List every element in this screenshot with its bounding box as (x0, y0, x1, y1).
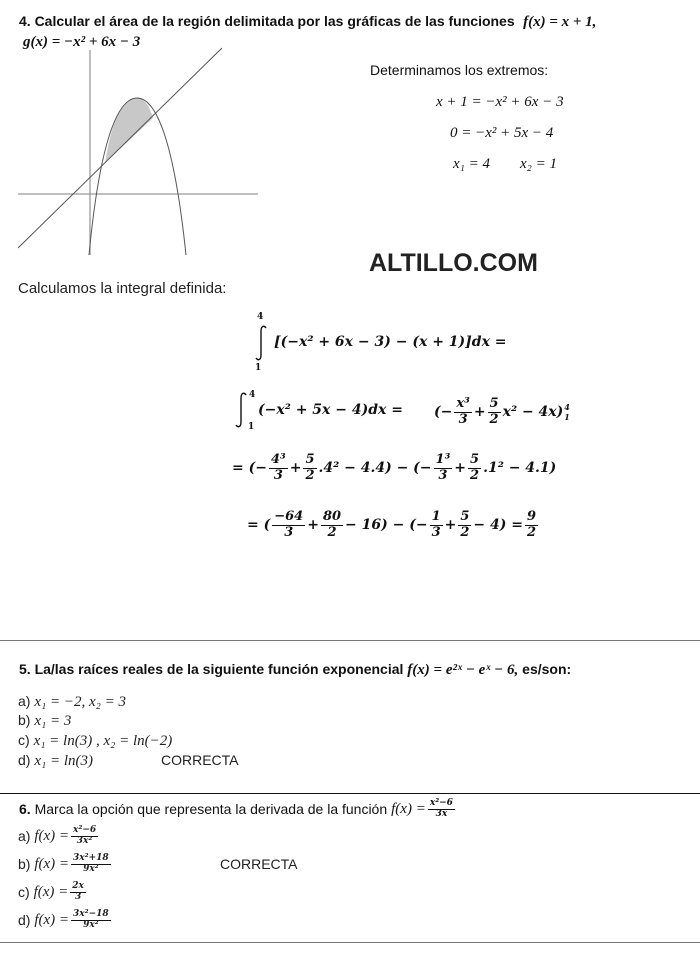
q4-title: 4. Calcular el área de la región delimitada por las gráficas de las funciones (19, 13, 515, 29)
den: 3 (74, 891, 82, 902)
q6-option-a[interactable] (18, 822, 100, 850)
option-lhs: f(x) = (33, 883, 69, 900)
equation-1: x + 1 = −x² + 6x − 3 (436, 94, 564, 110)
fraction (430, 510, 443, 540)
integral-sign-icon (254, 325, 268, 361)
fraction (488, 397, 501, 427)
q6-option-b[interactable] (18, 850, 113, 878)
fraction (468, 453, 481, 483)
num: x²−6 (429, 797, 453, 808)
den: 3x (435, 808, 448, 819)
num: 4³ (270, 452, 286, 468)
q5-option-c[interactable] (18, 732, 172, 750)
upper-limit: 4 (257, 312, 264, 322)
eval-limits (564, 402, 570, 422)
num: 5 (305, 452, 315, 468)
text: + (307, 517, 319, 533)
num: x³ (456, 396, 470, 412)
q4-f-function: f(x) = x + 1, (523, 14, 597, 30)
line-f (18, 48, 222, 248)
den: 2 (305, 467, 315, 483)
upper-limit: 4 (249, 390, 256, 400)
q6-option-d[interactable] (18, 906, 113, 934)
num: 3x²+18 (73, 852, 109, 863)
num: 80 (322, 509, 342, 525)
divider (0, 640, 700, 641)
den: 3x² (76, 835, 93, 846)
option-expr: x₁ = ln(3) (34, 753, 93, 769)
integral-sign-icon (234, 392, 248, 428)
option-expr: x₁ = 3 (34, 713, 72, 729)
option-lhs: f(x) = (34, 855, 70, 872)
den: 2 (527, 524, 537, 540)
root-x1: x₁ = 4 (453, 156, 490, 172)
num: 5 (489, 396, 499, 412)
option-label: b) (18, 856, 31, 872)
text: (− (434, 404, 453, 420)
num: 1 (431, 509, 441, 525)
den: 3 (431, 524, 441, 540)
fraction (454, 397, 471, 427)
extremos-label: Determinamos los extremos: (370, 62, 549, 78)
fraction (428, 799, 455, 820)
fraction (272, 510, 305, 540)
num: 1³ (435, 452, 451, 468)
text: = ( (247, 517, 271, 533)
integral-line-1 (252, 312, 552, 374)
fraction (71, 910, 111, 931)
q6-title (19, 796, 457, 822)
q5-title (19, 661, 571, 679)
den: 2 (460, 524, 470, 540)
region-graph (0, 0, 270, 260)
q5-title-text: 5. La/las raíces reales de la siguiente función exponencial (19, 661, 404, 677)
fraction (70, 882, 86, 903)
text: + (289, 460, 302, 476)
q6-correct-label: CORRECTA (220, 856, 298, 872)
option-label: d) (18, 912, 31, 928)
q5-correct-label: CORRECTA (161, 752, 239, 768)
integral-line-4 (247, 502, 540, 548)
den: 2 (327, 524, 337, 540)
text: .4² − 4.4) − (− (318, 460, 432, 476)
q6-title-text: Marca la opción que representa la derivada de la función (30, 801, 388, 817)
den: 2 (470, 467, 480, 483)
den: 9x² (83, 919, 99, 930)
fraction (303, 453, 316, 483)
result-fraction (525, 510, 538, 540)
option-label: a) (18, 828, 31, 844)
option-lhs: f(x) = (34, 911, 70, 928)
text: − 4) = (473, 517, 523, 533)
option-expr: x₁ = −2, x₂ = 3 (34, 694, 126, 710)
den: 2 (489, 411, 499, 427)
text: .1² − 4.1) (483, 460, 557, 476)
lower: 1 (564, 412, 570, 422)
fraction (434, 453, 453, 483)
q6-function: f(x) = (391, 800, 426, 817)
q6-option-c[interactable] (18, 878, 88, 906)
option-lhs: f(x) = (34, 827, 70, 844)
lower-limit: 1 (248, 422, 255, 432)
num: 2x (72, 880, 84, 891)
text: + (454, 460, 467, 476)
num: 3x²−18 (73, 908, 109, 919)
den: 3 (438, 467, 448, 483)
upper: 4 (564, 402, 570, 412)
antiderivative (434, 390, 570, 434)
fraction (71, 826, 98, 847)
q6-number: 6. (19, 801, 31, 817)
den: 3 (458, 411, 468, 427)
root-x2: x₂ = 1 (520, 156, 557, 172)
text: − 16) − (− (345, 517, 428, 533)
fraction (458, 510, 471, 540)
integral-line-2 (234, 388, 594, 440)
divider (0, 793, 700, 794)
text: x² − 4x) (502, 404, 564, 420)
integral-label: Calculamos la integral definida: (18, 280, 227, 297)
num: 5 (470, 452, 480, 468)
q5-option-a[interactable] (18, 693, 126, 711)
num: 5 (460, 509, 470, 525)
q5-option-b[interactable] (18, 712, 71, 730)
option-label: d) (18, 752, 31, 768)
option-label: a) (18, 693, 31, 709)
shaded-region (105, 98, 153, 163)
den: 3 (273, 467, 283, 483)
option-label: c) (18, 732, 30, 748)
fraction (71, 854, 111, 875)
num: −64 (274, 509, 304, 525)
option-label: c) (18, 884, 30, 900)
equation-2: 0 = −x² + 5x − 4 (450, 125, 554, 141)
option-expr: x₁ = ln(3) , x₂ = ln(−2) (33, 733, 173, 749)
lower-limit: 1 (255, 363, 262, 373)
integral-line-3 (232, 445, 556, 491)
q4-g-function: g(x) = −x² + 6x − 3 (23, 34, 141, 50)
text: + (444, 517, 457, 533)
integrand: [(−x² + 6x − 3) − (x + 1)]dx = (274, 334, 507, 350)
den: 9x² (83, 863, 99, 874)
q5-title-tail: es/son: (522, 661, 572, 677)
num: x²−6 (73, 824, 97, 835)
integrand: (−x² + 5x − 4)dx = (258, 402, 403, 418)
divider (0, 942, 700, 943)
text: + (473, 404, 486, 420)
q5-option-d[interactable] (18, 752, 93, 770)
text: = (− (232, 460, 267, 476)
q5-function: f(x) = e²ˣ − eˣ − 6, (407, 662, 519, 678)
fraction (269, 453, 288, 483)
fraction (321, 510, 343, 540)
den: 3 (284, 524, 294, 540)
num: 9 (527, 509, 537, 525)
watermark-altillo: ALTILLO.COM (369, 249, 538, 277)
option-label: b) (18, 712, 31, 728)
